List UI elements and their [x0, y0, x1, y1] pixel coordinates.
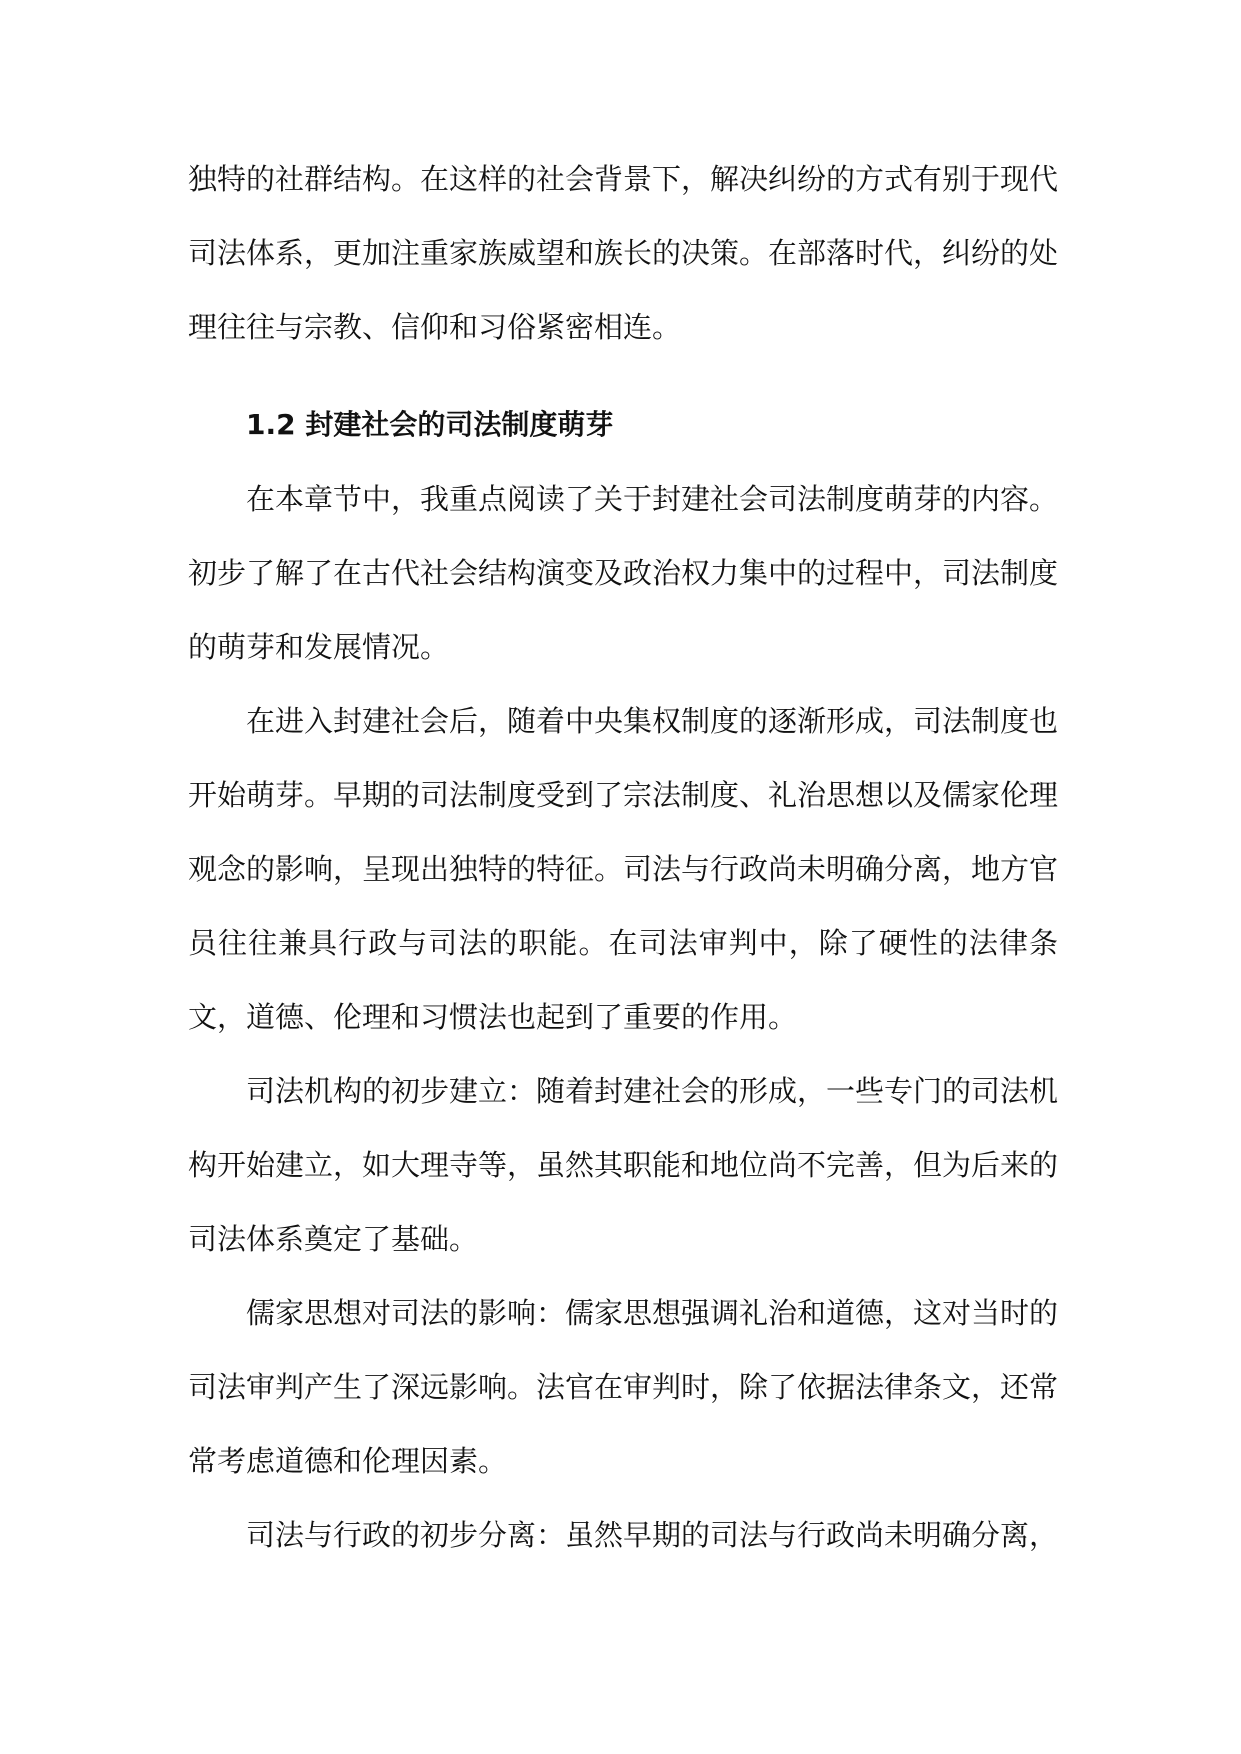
section-heading: 1.2 封建社会的司法制度萌芽	[246, 408, 614, 441]
body-text	[188, 142, 1058, 1572]
paragraph-continued: 独特的社群结构。在这样的社会背景下，解决纠纷的方式有别于现代司法体系，更加注重家族威望和族长的决策。在部落时代，纠纷的处理往往与宗教、信仰和习俗紧密相连。	[188, 162, 1059, 344]
paragraph: 司法与行政的初步分离：虽然早期的司法与行政尚未明确分离，	[246, 1518, 1059, 1552]
paragraph: 司法机构的初步建立：随着封建社会的形成，一些专门的司法机构开始建立，如大理寺等，虽然其职能和地位尚不完善，但为后来的司法体系奠定了基础。	[188, 1074, 1059, 1256]
paragraph: 在进入封建社会后，随着中央集权制度的逐渐形成，司法制度也开始萌芽。早期的司法制度受到了宗法制度、礼治思想以及儒家伦理观念的影响，呈现出独特的特征。司法与行政尚未明确分离，地方官员往往兼具行政与司法的职能。在司法审判中，除了硬性的法律条文，道德、伦理和习惯法也起到了重要的作用。	[188, 704, 1059, 1034]
paragraph: 在本章节中，我重点阅读了关于封建社会司法制度萌芽的内容。初步了解了在古代社会结构演变及政治权力集中的过程中，司法制度的萌芽和发展情况。	[188, 482, 1059, 664]
paragraph: 儒家思想对司法的影响：儒家思想强调礼治和道德，这对当时的司法审判产生了深远影响。法官在审判时，除了依据法律条文，还常常考虑道德和伦理因素。	[188, 1296, 1059, 1478]
